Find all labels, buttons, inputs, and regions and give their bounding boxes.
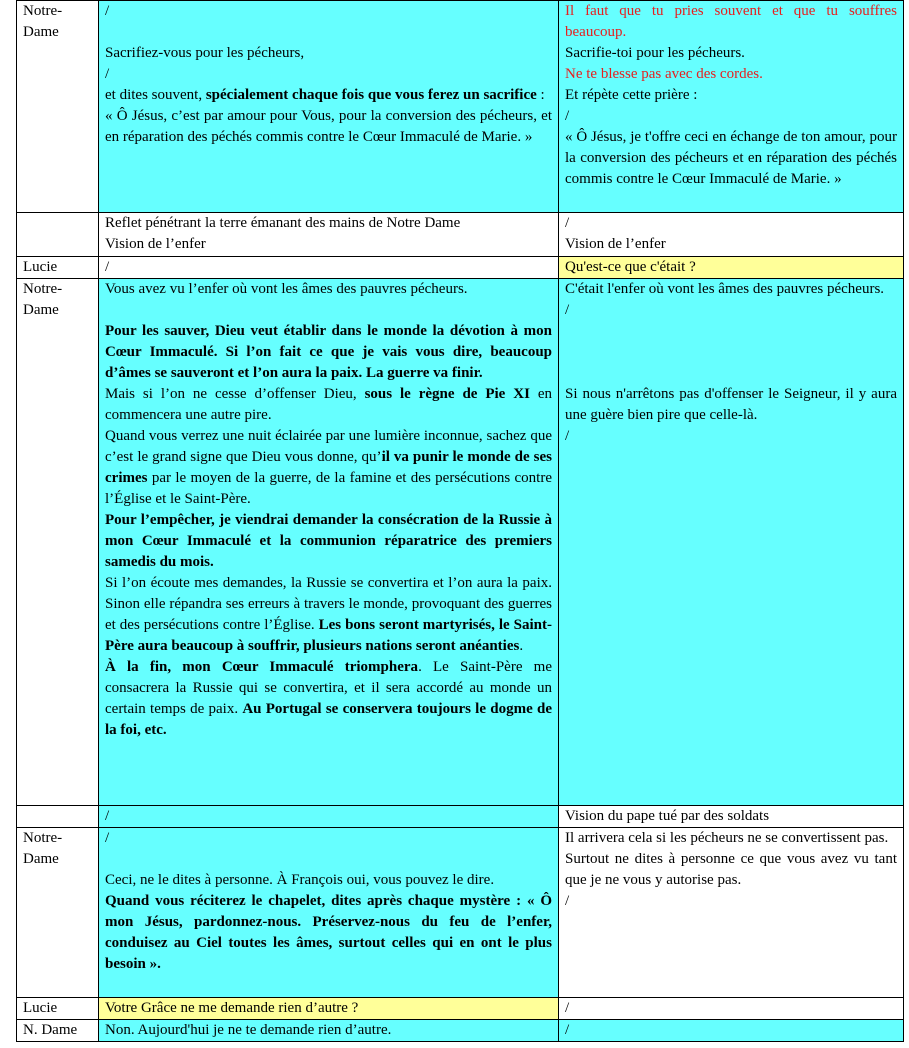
text-run: :: [536, 87, 545, 103]
text-run: /: [565, 302, 570, 318]
text-run: Surtout ne dites à personne ce que vous avez vu tant que je ne vous y autorise pas.: [565, 851, 897, 888]
text-run: Si l’on écoute mes demandes, la Russie se convertira et l’on aura la paix. Sinon elle répandra ses erreurs à travers le monde, provoquant des guerres et des persécutions contre l’Église.: [105, 575, 552, 633]
text-run: /: [565, 1022, 570, 1038]
text-run: Ne te blesse pas avec des cordes.: [565, 66, 763, 82]
paragraph: [105, 849, 552, 870]
speaker-name: Dame: [23, 24, 59, 40]
bold-text: Quand vous réciterez le chapelet, dites après chaque mystère : « Ô mon Jésus, pardonnez-nous. Préservez-nous du feu de l’enfer, conduisez au Ciel toutes les âmes, surtout celles qui en ont le plus besoin ».: [105, 893, 552, 972]
paragraph: [105, 234, 552, 255]
paragraph: [565, 384, 897, 426]
paragraph: [565, 213, 897, 234]
speaker-name: Notre-: [23, 281, 63, 297]
paragraph: [565, 849, 897, 891]
paragraph: [105, 573, 552, 657]
paragraph: [565, 43, 897, 64]
paragraph: [565, 891, 897, 912]
paragraph: [105, 213, 552, 234]
message-cell: [99, 998, 559, 1020]
speaker-cell: [17, 213, 99, 257]
message-cell: [99, 257, 559, 279]
bold-text: spécialement chaque fois que vous ferez un sacrifice: [205, 87, 537, 103]
paragraph: [105, 279, 552, 300]
paragraph: [565, 85, 897, 106]
message-cell: [559, 1020, 904, 1042]
dialogue-table: [16, 0, 904, 1042]
speaker-cell: [17, 257, 99, 279]
table-row: [17, 1020, 904, 1042]
text-run: en commencera une autre pire.: [105, 386, 552, 423]
paragraph: [105, 300, 552, 321]
paragraph: [565, 342, 897, 363]
speaker-cell: [17, 806, 99, 828]
bold-text: sous le règne de Pie XI: [364, 386, 530, 402]
text-run: /: [105, 830, 110, 846]
paragraph: [105, 426, 552, 510]
text-run: /: [565, 1000, 570, 1016]
text-run: Il faut que tu pries souvent et que tu souffres beaucoup.: [565, 3, 897, 40]
paragraph: [105, 870, 552, 891]
text-run: Vision de l’enfer: [105, 236, 206, 252]
message-cell: [99, 279, 559, 806]
paragraph: [565, 106, 897, 127]
text-run: /: [105, 3, 110, 19]
text-run: Si nous n'arrêtons pas d'offenser le Seigneur, il y aura une guère bien pire que celle-là.: [565, 386, 897, 423]
speaker-name: Notre-: [23, 3, 63, 19]
bold-text: Pour l’empêcher, je viendrai demander la consécration de la Russie à mon Cœur Immaculé et la communion réparatrice des premiers samedis du mois.: [105, 512, 552, 570]
text-run: /: [565, 215, 570, 231]
paragraph: [565, 363, 897, 384]
paragraph: [565, 300, 897, 321]
text-run: Mais si l’on ne cesse d’offenser Dieu,: [105, 386, 365, 402]
paragraph: [565, 1, 897, 43]
speaker-cell: [17, 279, 99, 806]
table-row: [17, 257, 904, 279]
paragraph: [565, 828, 897, 849]
paragraph: [565, 127, 897, 190]
message-cell: [99, 828, 559, 998]
text-run: Vision du pape tué par des soldats: [565, 808, 770, 824]
text-run: Vous avez vu l’enfer où vont les âmes des pauvres pécheurs.: [105, 281, 468, 297]
paragraph: [565, 279, 897, 300]
paragraph: [105, 321, 552, 384]
paragraph: [105, 510, 552, 573]
speaker-cell: [17, 998, 99, 1020]
paragraph: [105, 384, 552, 426]
message-cell: [559, 998, 904, 1020]
message-cell: [99, 213, 559, 257]
text-run: Il arrivera cela si les pécheurs ne se convertissent pas.: [565, 830, 889, 846]
speaker-cell: [17, 828, 99, 998]
paragraph: [565, 64, 897, 85]
message-cell: [99, 1020, 559, 1042]
paragraph: [565, 321, 897, 342]
message-cell: [559, 213, 904, 257]
paragraph: [105, 806, 552, 827]
text-run: « Ô Jésus, c’est par amour pour Vous, pour la conversion des pécheurs, et en réparation des péchés commis contre le Cœur Immaculé de Marie. »: [105, 108, 552, 145]
text-run: Reflet pénétrant la terre émanant des mains de Notre Dame: [105, 215, 461, 231]
paragraph: [105, 1, 552, 22]
text-run: /: [105, 808, 110, 824]
text-run: /: [105, 259, 110, 275]
text-run: Ceci, ne le dites à personne. À François oui, vous pouvez le dire.: [105, 872, 495, 888]
paragraph: [105, 43, 552, 64]
message-cell: [559, 279, 904, 806]
paragraph: [565, 257, 897, 278]
bold-text: À la fin, mon Cœur Immaculé triomphera: [105, 659, 419, 675]
text-run: /: [565, 428, 570, 444]
table-row: [17, 828, 904, 998]
paragraph: [105, 891, 552, 975]
table-row: [17, 1, 904, 213]
paragraph: [105, 1020, 552, 1041]
text-run: « Ô Jésus, je t'offre ceci en échange de ton amour, pour la conversion des pécheurs et en réparation des péchés commis contre le Cœur Immaculé de Marie. »: [565, 129, 897, 187]
speaker-cell: [17, 1, 99, 213]
message-cell: [559, 257, 904, 279]
text-run: Quand vous verrez une nuit éclairée par une lumière inconnue, sachez que c’est le grand signe que Dieu vous donne, qu’: [105, 428, 552, 465]
bold-text: il va punir le monde de ses crimes: [105, 449, 553, 486]
message-cell: [559, 828, 904, 998]
paragraph: [105, 64, 552, 85]
table-row: [17, 213, 904, 257]
message-cell: [559, 806, 904, 828]
paragraph: [565, 998, 897, 1019]
paragraph: [105, 828, 552, 849]
table-row: [17, 279, 904, 806]
speaker-name: Lucie: [23, 259, 58, 275]
paragraph: [105, 998, 552, 1019]
speaker-cell: [17, 1020, 99, 1042]
paragraph: [105, 22, 552, 43]
table-row: [17, 998, 904, 1020]
paragraph: [105, 657, 552, 741]
text-run: C'était l'enfer où vont les âmes des pauvres pécheurs.: [565, 281, 885, 297]
message-cell: [99, 1, 559, 213]
text-run: . Le Saint-Père me consacrera la Russie qui se convertira, et il sera accordé au monde un certain temps de paix.: [105, 659, 552, 717]
text-run: /: [565, 893, 570, 909]
paragraph: [565, 1020, 897, 1041]
text-run: Non. Aujourd'hui je ne te demande rien d’autre.: [105, 1022, 392, 1038]
bold-text: Les bons seront martyrisés, le Saint-Père aura beaucoup à souffrir, plusieurs nations seront anéanties: [105, 617, 552, 654]
text-run: Vision de l’enfer: [565, 236, 666, 252]
speaker-name: Lucie: [23, 1000, 58, 1016]
text-run: Et répète cette prière :: [565, 87, 698, 103]
paragraph: [565, 806, 897, 827]
message-cell: [99, 806, 559, 828]
paragraph: [105, 257, 552, 278]
text-run: /: [565, 108, 570, 124]
speaker-name: Dame: [23, 302, 59, 318]
message-cell: [559, 1, 904, 213]
paragraph: [565, 426, 897, 447]
paragraph: [105, 106, 552, 148]
paragraph: [105, 85, 552, 106]
bold-text: Pour les sauver, Dieu veut établir dans le monde la dévotion à mon Cœur Immaculé. Si l’on fait ce que je vais vous dire, beaucoup d’âmes se sauveront et l’on aura la paix. La guerre va finir.: [105, 323, 552, 381]
bold-text: Au Portugal se conservera toujours le dogme de la foi, etc.: [105, 701, 552, 738]
text-run: Sacrifiez-vous pour les pécheurs,: [105, 45, 305, 61]
paragraph: [565, 234, 897, 255]
text-run: Sacrifie-toi pour les pécheurs.: [565, 45, 745, 61]
speaker-name: Notre-: [23, 830, 63, 846]
text-run: Qu'est-ce que c'était ?: [565, 259, 696, 275]
text-run: /: [105, 66, 110, 82]
text-run: Votre Grâce ne me demande rien d’autre ?: [105, 1000, 359, 1016]
text-run: .: [519, 638, 524, 654]
speaker-name: N. Dame: [23, 1022, 78, 1038]
speaker-name: Dame: [23, 851, 59, 867]
text-run: et dites souvent,: [105, 87, 206, 103]
table-row: [17, 806, 904, 828]
text-run: par le moyen de la guerre, de la famine et des persécutions contre l’Église et le Saint-Père.: [105, 470, 552, 507]
